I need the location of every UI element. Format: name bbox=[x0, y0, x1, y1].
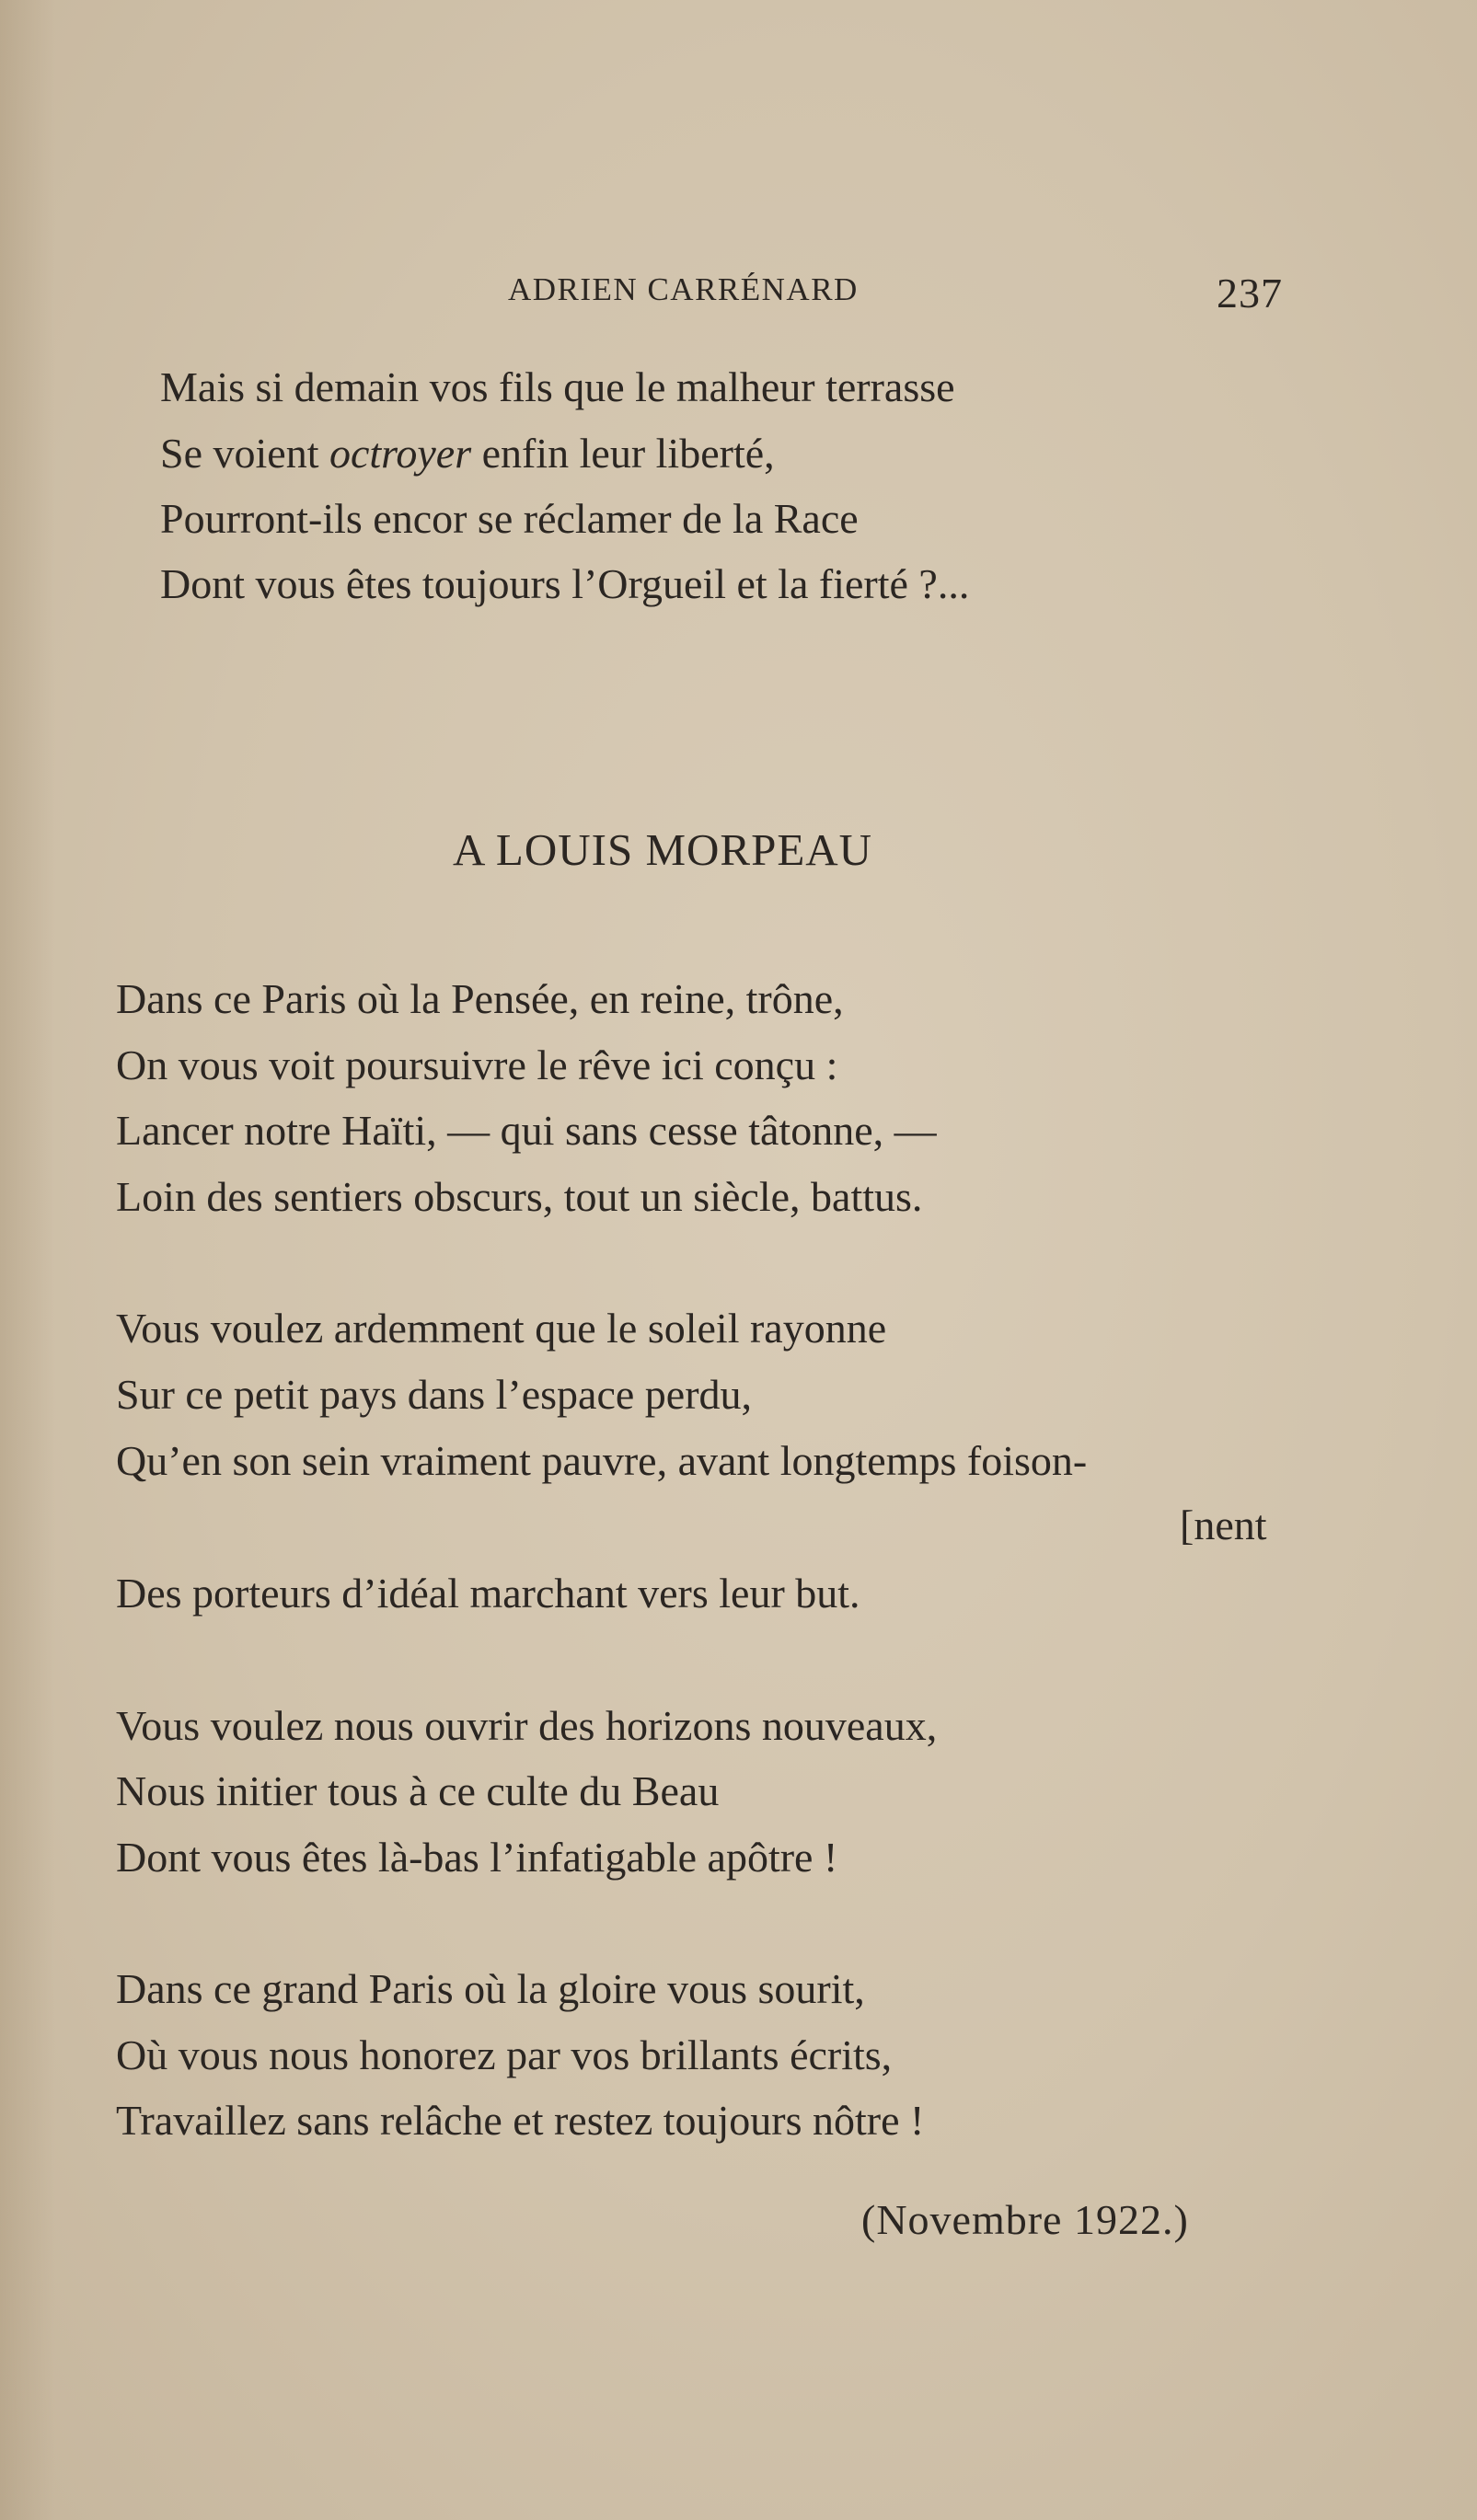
verse-line: Travaillez sans relâche et restez toujours nôtre ! bbox=[116, 2097, 925, 2144]
verse-line: Dans ce Paris où la Pensée, en reine, trône, bbox=[116, 975, 844, 1022]
verse-line: On vous voit poursuivre le rêve ici conçu : bbox=[116, 1041, 838, 1088]
verse-line: Nous initier tous à ce culte du Beau bbox=[116, 1767, 720, 1814]
verse-line: Des porteurs d’idéal marchant vers leur but. bbox=[116, 1570, 860, 1617]
verse-line: Sur ce petit pays dans l’espace perdu, bbox=[116, 1371, 753, 1418]
verse-line: Vous voulez nous ouvrir des horizons nouveaux, bbox=[116, 1702, 938, 1749]
verse-line: Dont vous êtes toujours l’Orgueil et la fierté ?... bbox=[160, 560, 970, 607]
verse-line: Vous voulez ardemment que le soleil rayonne bbox=[116, 1305, 887, 1352]
verse-line: Dont vous êtes là-bas l’infatigable apôtre ! bbox=[116, 1834, 838, 1881]
page-number: 237 bbox=[1217, 270, 1283, 316]
running-head: ADRIEN CARRÉNARD bbox=[508, 271, 859, 307]
poem-date: (Novembre 1922.) bbox=[861, 2196, 1189, 2243]
verse-line: Lancer notre Haïti, — qui sans cesse tâtonne, — bbox=[116, 1107, 937, 1154]
verse-line: Se voient octroyer enfin leur liberté, bbox=[160, 430, 775, 477]
verse-line: Où vous nous honorez par vos brillants écrits, bbox=[116, 2031, 893, 2078]
verse-line: Mais si demain vos fils que le malheur terrasse bbox=[160, 363, 955, 410]
poem-title: A LOUIS MORPEAU bbox=[453, 824, 873, 875]
verse-line: Pourront-ils encor se réclamer de la Race bbox=[160, 495, 859, 542]
verse-line: Loin des sentiers obscurs, tout un siècle, battus. bbox=[116, 1173, 923, 1220]
verse-line: Qu’en son sein vraiment pauvre, avant longtemps foison- bbox=[116, 1437, 1088, 1484]
verse-line-continuation: [nent bbox=[1180, 1502, 1267, 1548]
page-edge-shadow bbox=[0, 0, 55, 2520]
verse-line: Dans ce grand Paris où la gloire vous sourit, bbox=[116, 1965, 865, 2012]
emphasis-word: octroyer bbox=[329, 430, 472, 477]
